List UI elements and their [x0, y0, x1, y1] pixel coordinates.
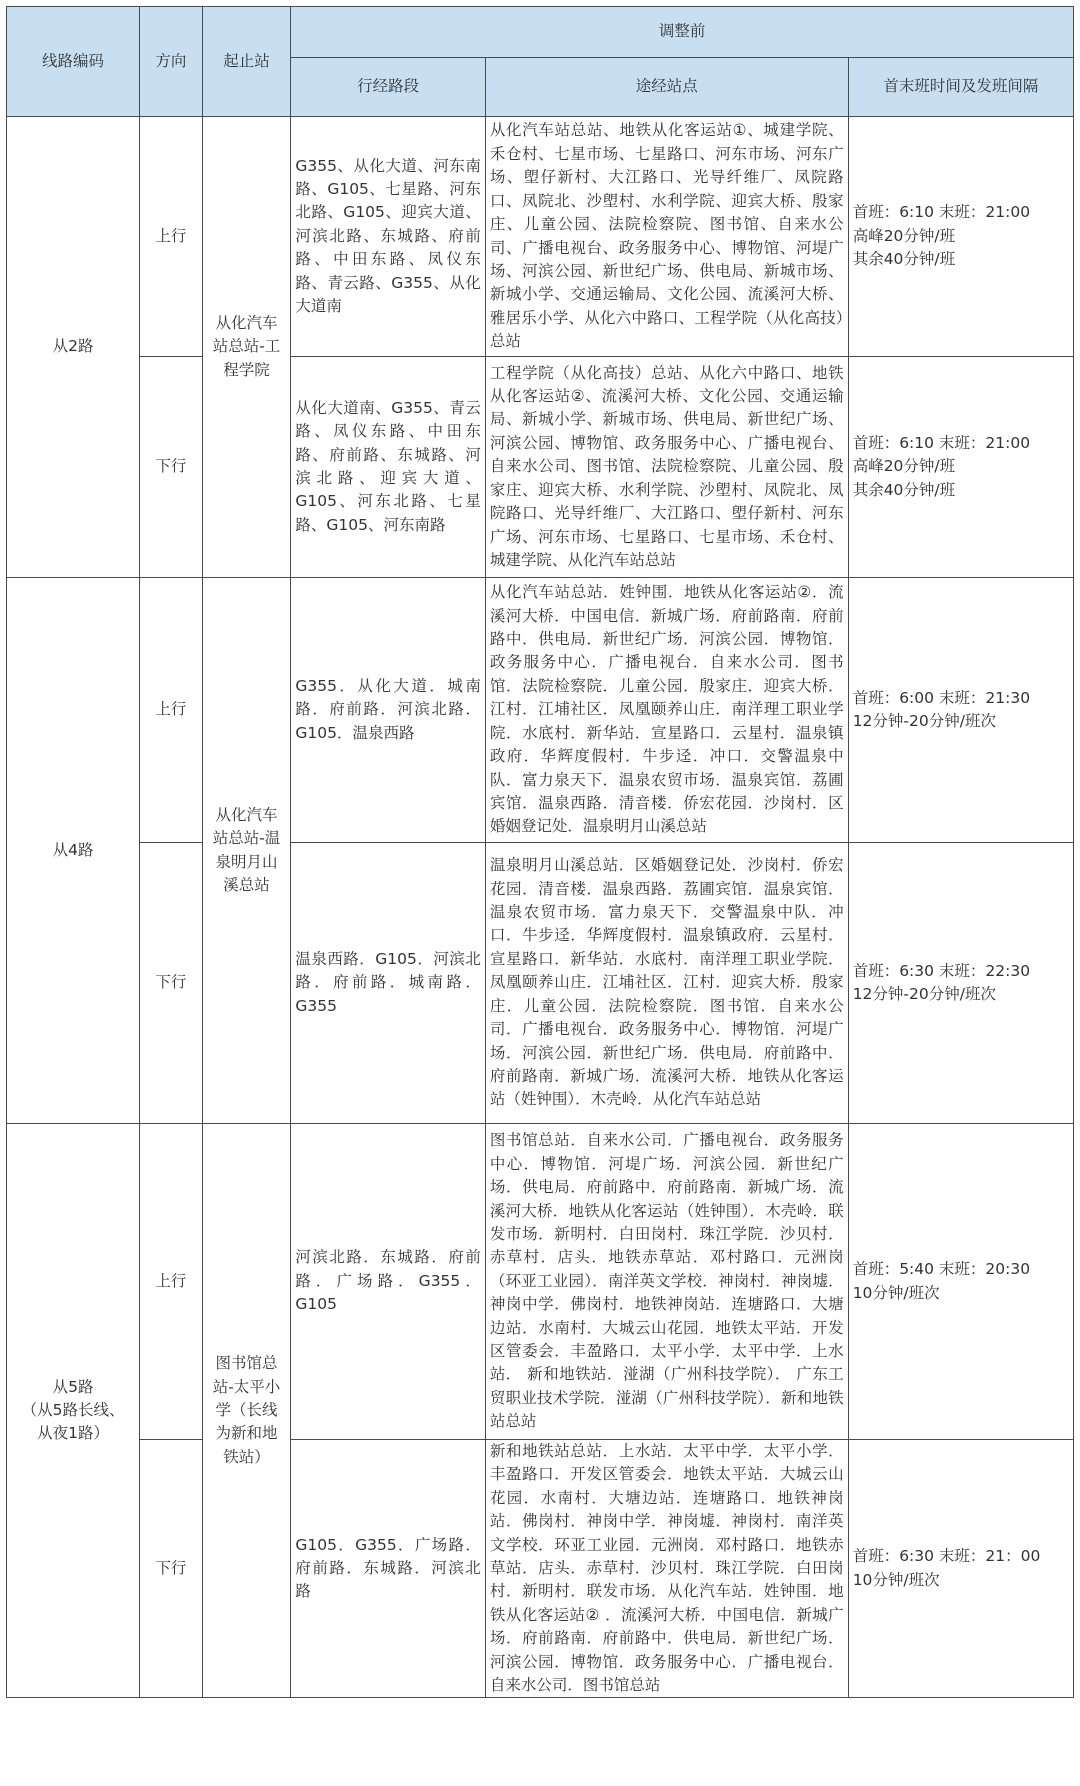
- path-cell: [291, 357, 486, 578]
- stops-cell: [485, 357, 848, 578]
- direction-cell: 下行: [140, 1440, 203, 1698]
- path-text: G105．G355．广场路．府前路．东城路．河滨北路: [295, 1535, 481, 1601]
- path-cell: [291, 843, 486, 1124]
- stops-text: 从化汽车站总站、地铁从化客运站①、城建学院、禾仓村、七星市场、七星路口、河东市场、河东广场、塱仔新村、大江路口、光导纤维厂、凤院路口、凤院北、沙塱村、水利学院、迎宾大桥、殷家庄、儿童公园、法院检察院、图书馆、自来水公司、广播电视台、政务服务中心、博物馆、河堤广场、河滨公园、新世纪广场、供电局、新城市场、新城小学、交通运输局、文化公园、流溪河大桥、雅居乐小学、从化六中路口、工程学院（从化高技）总站: [489, 121, 844, 351]
- schedule-cell: 首班：5:40 末班：20:30 10分钟/班次: [848, 1124, 1073, 1440]
- path-cell: [291, 578, 486, 843]
- stops-cell: [485, 117, 848, 357]
- schedule-cell: 首班：6:30 末班：21：00 10分钟/班次: [848, 1440, 1073, 1698]
- stops-cell: [485, 1124, 848, 1440]
- header-path: 行经路段: [291, 58, 486, 117]
- path-text: 温泉西路．G105．河滨北路．府前路．城南路．G355: [295, 949, 481, 1015]
- header-before-adjust: 调整前: [291, 7, 1074, 58]
- schedule-cell: 首班：6:10 末班：21:00 高峰20分钟/班 其余40分钟/班: [848, 117, 1073, 357]
- direction-cell: 下行: [140, 843, 203, 1124]
- path-cell: [291, 1124, 486, 1440]
- header-stops: 途经站点: [485, 58, 848, 117]
- direction-cell: 上行: [140, 578, 203, 843]
- route-code-cell: 从2路: [7, 117, 140, 578]
- stops-cell: [485, 843, 848, 1124]
- table-row: [7, 117, 1074, 357]
- table-row: [7, 843, 1074, 1124]
- path-text: 从化大道南、G355、青云路、凤仪东路、中田东路、府前路、东城路、河滨北路、迎宾大道、G105、河东北路、七星路、G105、河东南路: [295, 398, 481, 534]
- schedule-cell: 首班：6:10 末班：21:00 高峰20分钟/班 其余40分钟/班: [848, 357, 1073, 578]
- path-text: 河滨北路．东城路．府前路．广场路．G355．G105: [295, 1248, 481, 1314]
- direction-cell: 上行: [140, 117, 203, 357]
- path-cell: [291, 1440, 486, 1698]
- bus-route-table: [6, 6, 1074, 1698]
- schedule-cell: 首班：6:30 末班：22:30 12分钟-20分钟/班次: [848, 843, 1073, 1124]
- terminals-cell: 图书馆总 站-太平小 学（长线 为新和地 铁站）: [202, 1124, 291, 1698]
- route-code-cell: 从5路 （从5路长线、 从夜1路）: [7, 1124, 140, 1698]
- table-row: [7, 578, 1074, 843]
- stops-text: 从化汽车站总站．姓钟围．地铁从化客运站②．流溪河大桥．中国电信．新城广场．府前路南．府前路中．供电局．新世纪广场．河滨公园．博物馆．政务服务中心．广播电视台．自来水公司．图书馆．法院检察院．儿童公园．殷家庄．迎宾大桥．江村．江埔社区．凤凰颐养山庄．南洋理工职业学院．水底村．新华站．宣星路口．云星村．温泉镇政府．华辉度假村．牛步迳．冲口．交警温泉中队．富力泉天下．温泉农贸市场．温泉宾馆．荔圃宾馆．温泉西路．清音楼．侨宏花园．沙岗村．区婚姻登记处．温泉明月山溪总站: [489, 583, 844, 836]
- table-row: [7, 357, 1074, 578]
- stops-cell: [485, 578, 848, 843]
- header-route-code: 线路编码: [7, 7, 140, 117]
- header-terminals: 起止站: [202, 7, 291, 117]
- terminals-cell: 从化汽车 站总站-工 程学院: [202, 117, 291, 578]
- terminals-cell: 从化汽车 站总站-温 泉明月山 溪总站: [202, 578, 291, 1124]
- stops-text: 图书馆总站．自来水公司．广播电视台．政务服务中心．博物馆．河堤广场．河滨公园．新世纪广场．供电局．府前路中．府前路南．新城广场．流溪河大桥．地铁从化客运站（姓钟围）．木壳岭．联发市场．新明村．白田岗村．珠江学院．沙贝村．赤草村．店头．地铁赤草站．邓村路口．元洲岗（环亚工业园）．南洋英文学校．神岗村．神岗墟．神岗中学．佛岗村．地铁神岗站．连塘路口．大塘边站．水南村．大城云山花园．地铁太平站．开发区管委会．丰盈路口．太平小学．太平中学．上水站． 新和地铁站．湴湖（广州科技学院）． 广东工贸职业技术学院．湴湖（广州科技学院）．新和地铁站总站: [489, 1131, 844, 1431]
- path-text: G355．从化大道．城南路．府前路．河滨北路．G105．温泉西路: [295, 676, 481, 742]
- direction-cell: 上行: [140, 1124, 203, 1440]
- stops-text: 新和地铁站总站．上水站．太平中学．太平小学．丰盈路口．开发区管委会．地铁太平站．大城云山花园．水南村．大塘边站．连塘路口．地铁神岗站．佛岗村．神岗中学．神岗墟．神岗村．南洋英文学校．环亚工业园．元洲岗．邓村路口．地铁赤草站．店头．赤草村．沙贝村．珠江学院．白田岗村．新明村．联发市场．从化汽车站．姓钟围．地铁从化客运站② ．流溪河大桥．中国电信．新城广场．府前路南．府前路中．供电局．新世纪广场．河滨公园．博物馆．政务服务中心．广播电视台．自来水公司．图书馆总站: [489, 1442, 844, 1695]
- path-cell: [291, 117, 486, 357]
- schedule-cell: 首班：6:00 末班：21:30 12分钟-20分钟/班次: [848, 578, 1073, 843]
- stops-cell: [485, 1440, 848, 1698]
- header-schedule: 首末班时间及发班间隔: [848, 58, 1073, 117]
- stops-text: 温泉明月山溪总站．区婚姻登记处．沙岗村．侨宏花园．清音楼．温泉西路．荔圃宾馆．温泉宾馆．温泉农贸市场．富力泉天下．交警温泉中队．冲口．牛步迳．华辉度假村．温泉镇政府．云星村．宣星路口．新华站．水底村．南洋理工职业学院．凤凰颐养山庄．江埔社区．江村．迎宾大桥．殷家庄．儿童公园．法院检察院．图书馆．自来水公司．广播电视台．政务服务中心．博物馆．河堤广场．河滨公园．新世纪广场．供电局．府前路中．府前路南．新城广场．流溪河大桥．地铁从化客运站（姓钟围）．木壳岭．从化汽车站总站: [489, 856, 844, 1109]
- route-code-cell: 从4路: [7, 578, 140, 1124]
- header-direction: 方向: [140, 7, 203, 117]
- stops-text: 工程学院（从化高技）总站、从化六中路口、地铁从化客运站②、流溪河大桥、文化公园、交通运输局、新城小学、新城市场、供电局、新世纪广场、河滨公园、博物馆、政务服务中心、广播电视台、自来水公司、图书馆、法院检察院、儿童公园、殷家庄、迎宾大桥、水利学院、沙塱村、凤院北、凤院路口、光导纤维厂、大江路口、塱仔新村、河东广场、河东市场、七星路口、七星市场、禾仓村、城建学院、从化汽车站总站: [489, 363, 844, 569]
- direction-cell: 下行: [140, 357, 203, 578]
- path-text: G355、从化大道、河东南路、G105、七星路、河东北路、G105、迎宾大道、河滨北路、东城路、府前路、中田东路、凤仪东路、青云路、G355、从化大道南: [295, 156, 481, 316]
- table-row: [7, 1124, 1074, 1440]
- table-row: [7, 1440, 1074, 1698]
